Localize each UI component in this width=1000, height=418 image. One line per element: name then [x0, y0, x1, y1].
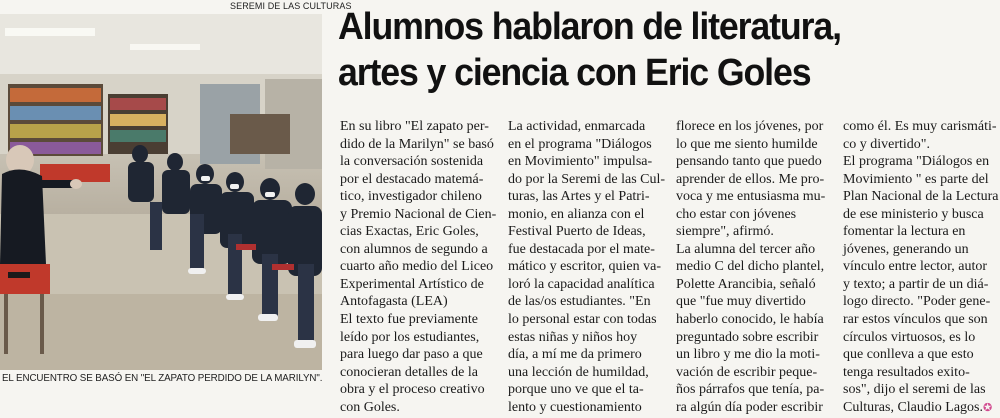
text-line: logo directo. "Poder gene-	[843, 294, 991, 310]
text-line: cuarto año medio del Liceo	[340, 259, 494, 275]
body-column-1	[340, 118, 500, 416]
text-line: La actividad, enmarcada	[508, 119, 646, 134]
body-column-2	[508, 118, 668, 416]
text-line: para luego dar paso a que	[340, 347, 483, 363]
text-line: día, a mí me da primero	[508, 347, 642, 363]
text-line: con Goles.	[340, 399, 400, 415]
text-line: obra y el proceso creativo	[340, 382, 485, 398]
headline-line-1: Alumnos hablaron de literatura,	[338, 6, 841, 48]
body-column-4	[843, 118, 1000, 417]
text-line: lo que me siento humilde	[676, 136, 818, 152]
text-line: Movimiento " es parte del	[843, 171, 989, 187]
text-line: y texto; a partir de un diá-	[843, 276, 989, 292]
text-line: mático y escritor, quien va-	[508, 259, 661, 275]
text-line: fue destacada por el mate-	[508, 241, 655, 257]
text-line: Culturas, Claudio Lagos.	[843, 399, 983, 415]
headline-line-2: artes y ciencia con Eric Goles	[338, 52, 811, 94]
text-line: de ese ministerio y busca	[843, 206, 984, 222]
text-line: ra algún día poder escribir	[676, 399, 823, 415]
text-line: pensando tanto que puedo	[676, 154, 822, 170]
text-line: por el destacado matemá-	[340, 171, 484, 187]
text-line: Polette Arancibia, señaló	[676, 276, 816, 292]
text-line: porque uno ve que el ta-	[508, 382, 644, 398]
text-line: un libro y me dio la moti-	[676, 347, 820, 363]
text-line: leído por los estudiantes,	[340, 329, 480, 345]
text-line: lento y cuestionamiento	[508, 399, 642, 415]
headline	[338, 4, 958, 96]
text-line: en el programa "Diálogos	[508, 136, 652, 152]
text-line: Experimental Artístico de	[340, 276, 484, 292]
text-line: rar estos vínculos que son	[843, 312, 988, 328]
end-mark-icon: ✪	[983, 401, 993, 414]
text-line: haberlo conocido, le había	[676, 312, 824, 328]
text-line: ños párrafos que tenía, pa-	[676, 382, 825, 398]
text-line: preguntado sobre escribir	[676, 329, 819, 345]
text-line: Plan Nacional de la Lectura	[843, 189, 999, 205]
text-line: tico, investigador chileno	[340, 189, 482, 205]
text-line: turas, las Artes y el Patri-	[508, 189, 650, 205]
text-line: con alumnos de segundo a	[340, 241, 488, 257]
photo-credit: SEREMI DE LAS CULTURAS	[230, 1, 352, 11]
text-line: vación de escribir peque-	[676, 364, 818, 380]
text-line: una lección de humildad,	[508, 364, 649, 380]
text-line: círculos virtuosos, es lo	[843, 329, 976, 345]
text-line: do por la Seremi de las Cul-	[508, 171, 666, 187]
text-line: lo personal estar con todas	[508, 312, 657, 328]
text-line: Antofagasta (LEA)	[340, 294, 448, 310]
text-line: El programa "Diálogos en	[843, 154, 990, 170]
text-line: de las/os estudiantes. "En	[508, 294, 651, 310]
body-column-3	[676, 118, 836, 416]
text-line: que "fue muy divertido	[676, 294, 806, 310]
text-line: la conversación sostenida	[340, 154, 484, 170]
text-line: co y divertido".	[843, 136, 930, 152]
text-line: Festival Puerto de Ideas,	[508, 224, 646, 240]
text-line: estas niñas y niños hoy	[508, 329, 638, 345]
text-line: en Movimiento" impulsa-	[508, 154, 653, 170]
text-line: voca y me entusiasma mu-	[676, 189, 826, 205]
text-line: cho estar con jóvenes	[676, 206, 797, 222]
text-line: jóvenes, generando un	[843, 241, 969, 257]
text-line: florece en los jóvenes, por	[676, 119, 824, 134]
text-line: monio, en alianza con el	[508, 206, 645, 222]
text-line: La alumna del tercer año	[676, 241, 816, 257]
text-line: El texto fue previamente	[340, 312, 478, 328]
text-line: siempre", afirmó.	[676, 224, 774, 240]
text-line: conocieran detalles de la	[340, 364, 478, 380]
text-line: medio C del dicho plantel,	[676, 259, 825, 275]
text-line: aprender de ellos. Me pro-	[676, 171, 825, 187]
text-line: como él. Es muy carismáti-	[843, 119, 997, 134]
text-line: En su libro "El zapato per-	[340, 119, 489, 134]
article-photo	[0, 14, 322, 370]
classroom-photo-illustration	[0, 14, 322, 370]
text-line: loró la capacidad analítica	[508, 276, 655, 292]
text-line: dido de la Marilyn" se basó	[340, 136, 494, 152]
text-line: vínculo entre lector, autor	[843, 259, 988, 275]
photo-caption: EL ENCUENTRO SE BASÓ EN "EL ZAPATO PERDIDO DE LA MARILYN".	[2, 373, 323, 384]
text-line: y Premio Nacional de Cien-	[340, 206, 497, 222]
text-line: cias Exactas, Eric Goles,	[340, 224, 479, 240]
text-line: sos", dijo el seremi de las	[843, 382, 986, 398]
text-line: que conlleva a que esto	[843, 347, 974, 363]
text-line: fomentar la lectura en	[843, 224, 966, 240]
text-line: tenga resultados exito-	[843, 364, 970, 380]
